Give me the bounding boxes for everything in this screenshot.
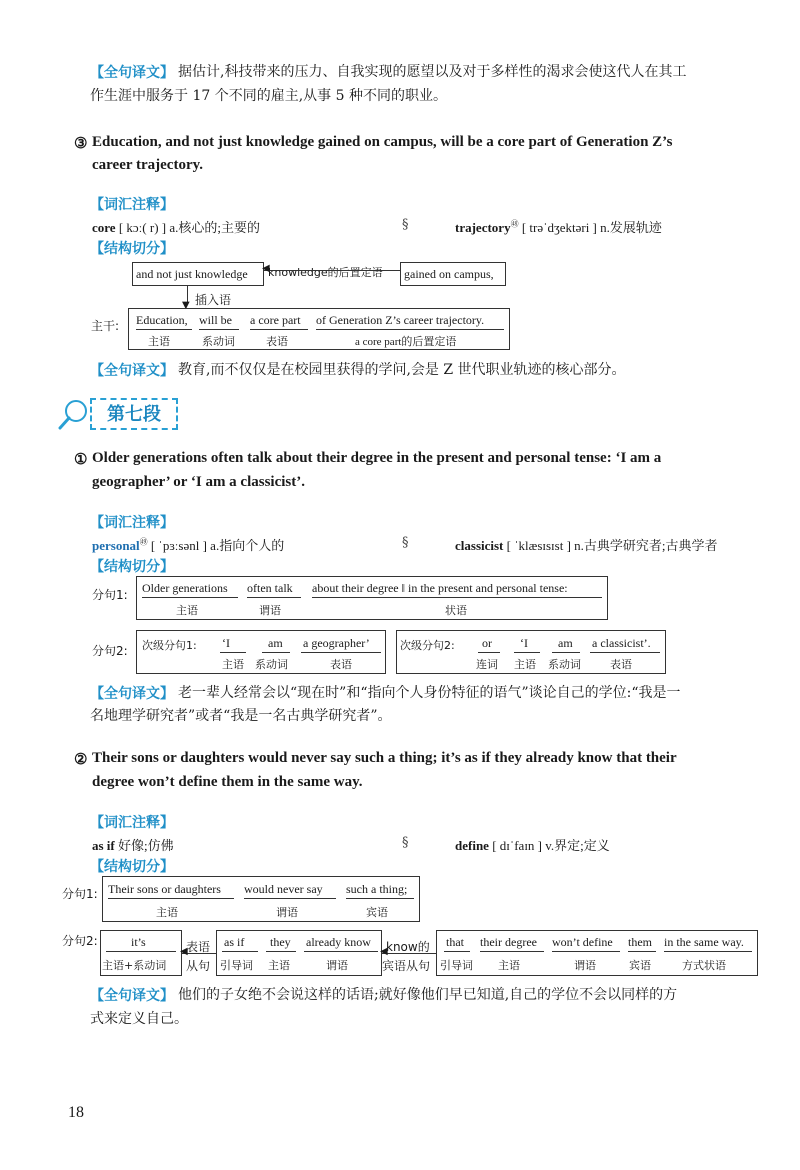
vocab-entry: personal$^㊾$ [ ˈpɜːsənl ] a.指向个人的 <box>92 537 285 553</box>
role-label: 表语 <box>330 658 352 671</box>
translation-text: 作生涯中服务于 17 个不同的雇主,从事 5 种不同的职业。 <box>90 88 447 104</box>
role-label: 状语 <box>445 604 467 617</box>
role-label: 主语 <box>176 604 198 617</box>
translation-text: 据估计,科技带来的压力、自我实现的愿望以及对于多样性的渴求会使这代人在其工 <box>178 64 687 80</box>
sentence-text: Education, and not just knowledge gained on campus, will be a core part of Generation Z’s <box>92 134 673 150</box>
role-label: 主语+系动词 <box>102 959 167 972</box>
role-label: 表语 <box>610 658 632 671</box>
vocab-notes-label: 【词汇注释】 <box>90 515 174 531</box>
role-label: 谓语 <box>574 959 596 972</box>
clause-prefix: 分句2: <box>92 644 128 658</box>
link-label: 宾语从句 <box>382 959 431 973</box>
modifier-label: knowledge的后置定语 <box>268 266 383 279</box>
link-label: 表语 <box>186 940 211 954</box>
role-label: 宾语 <box>629 959 651 972</box>
word: won’t define <box>552 935 613 949</box>
word: it’s <box>131 935 146 949</box>
word: am <box>268 636 283 650</box>
word: in the same way. <box>664 935 744 949</box>
insert-label: 插入语 <box>195 293 232 307</box>
translation-text: 老一辈人经常会以“现在时”和“指向个人身份特征的语气”谈论自己的学位:“我是一 <box>178 685 681 701</box>
separator: § <box>402 217 409 232</box>
translation-text: 教育,而不仅仅是在校园里获得的学问,会是 Z 世代职业轨迹的核心部分。 <box>178 362 626 378</box>
separator: § <box>402 535 409 550</box>
vocab-notes-label: 【词汇注释】 <box>90 815 174 831</box>
insert-box: and not just knowledge <box>132 262 264 286</box>
role-label: 谓语 <box>259 604 281 617</box>
sentence-text: career trajectory. <box>92 157 204 173</box>
role-label: 连词 <box>476 658 498 671</box>
role-label: a core part的后置定语 <box>355 336 457 348</box>
sentence-number: ③ <box>74 136 88 152</box>
word: a geographer’ <box>303 636 370 650</box>
role-label: 主语 <box>498 959 520 972</box>
clause-prefix: 分句1: <box>92 588 128 602</box>
role-label: 主语 <box>148 335 170 348</box>
arrow-left-icon: ◀ <box>262 263 270 274</box>
role-label: 谓语 <box>276 906 298 919</box>
word: would never say <box>244 882 323 896</box>
structure-split-label: 【结构切分】 <box>90 241 174 257</box>
role-label: 主语 <box>222 658 244 671</box>
sentence-text: geographer’ or ‘I am a classicist’. <box>92 474 306 490</box>
word: Older generations <box>142 581 228 595</box>
word: they <box>270 935 291 949</box>
word: as if <box>224 935 245 949</box>
full-translation-label: 【全句译文】 <box>90 988 174 1004</box>
role-label: 系动词 <box>202 335 235 348</box>
word: often talk <box>247 581 293 595</box>
full-translation-label: 【全句译文】 <box>90 686 174 702</box>
structure-split-label: 【结构切分】 <box>90 859 174 875</box>
sentence-text: Their sons or daughters would never say such a thing; it’s as if they already know that their <box>92 750 677 766</box>
full-translation-label: 【全句译文】 <box>90 65 174 81</box>
word: ‘I <box>222 636 230 650</box>
translation-text: 他们的子女绝不会说这样的话语;就好像他们早已知道,自己的学位不会以同样的方 <box>178 987 678 1003</box>
word: or <box>482 636 492 650</box>
vocab-notes-label: 【词汇注释】 <box>90 197 174 213</box>
subclause-prefix: 次级分句1: <box>142 639 197 652</box>
word: about their degree ‖ in the present and personal tense: <box>312 581 568 595</box>
role-label: 系动词 <box>548 658 581 671</box>
word: Their sons or daughters <box>108 882 221 896</box>
role-label: 主语 <box>156 906 178 919</box>
full-translation-label: 【全句译文】 <box>90 363 174 379</box>
translation-text: 名地理学研究者”或者“我是一名古典学研究者”。 <box>90 708 392 724</box>
word: their degree <box>480 935 537 949</box>
word: a classicist’. <box>592 636 651 650</box>
section-title: 第七段 <box>90 398 178 430</box>
connector-line <box>382 953 436 954</box>
sentence-text: degree won’t define them in the same way. <box>92 774 363 790</box>
sentence-number: ② <box>74 752 88 768</box>
vocab-entry: core [ kɔː( r) ] a.核心的;主要的 <box>92 220 260 235</box>
arrow-left-icon: ◀ <box>180 946 188 957</box>
role-label: 主语 <box>268 959 290 972</box>
word: am <box>558 636 573 650</box>
link-label: 从句 <box>186 959 211 973</box>
clause-prefix: 分句1: <box>62 887 98 901</box>
role-label: 引导词 <box>220 959 253 972</box>
vocab-entry: classicist [ ˈklæsɪsɪst ] n.古典学研究者;古典学者 <box>455 538 718 553</box>
vocab-entry: define [ dɪˈfaɪn ] v.界定;定义 <box>455 838 610 853</box>
word: a core part <box>250 313 301 327</box>
main-prefix: 主干: <box>91 319 120 333</box>
word: such a thing; <box>346 882 408 896</box>
magnifier-icon <box>58 398 90 432</box>
separator: § <box>402 835 409 850</box>
word: will be <box>199 313 232 327</box>
subclause-prefix: 次级分句2: <box>400 639 455 652</box>
role-label: 谓语 <box>326 959 348 972</box>
role-label: 主语 <box>514 658 536 671</box>
link-label: know的 <box>386 940 430 954</box>
role-label: 系动词 <box>255 658 288 671</box>
vocab-entry: trajectory$^㊽$ [ trəˈdʒektəri ] n.发展轨迹 <box>455 219 662 235</box>
page-number: 18 <box>68 1104 84 1121</box>
word: that <box>446 935 464 949</box>
connector-line <box>264 270 400 271</box>
role-label: 引导词 <box>440 959 473 972</box>
structure-split-label: 【结构切分】 <box>90 559 174 575</box>
arrow-left-icon: ◀ <box>380 946 388 957</box>
clause-prefix: 分句2: <box>62 934 98 948</box>
word: them <box>628 935 652 949</box>
role-label: 方式状语 <box>682 959 726 972</box>
sentence-text: Older generations often talk about their degree in the present and personal tense: ‘I am a <box>92 450 662 466</box>
word: ‘I <box>520 636 528 650</box>
role-label: 表语 <box>266 335 288 348</box>
sentence-number: ① <box>74 452 88 468</box>
word: of Generation Z’s career trajectory. <box>316 313 485 327</box>
vocab-entry: as if 好像;仿佛 <box>92 838 174 853</box>
word: Education, <box>136 313 188 327</box>
insert-box: gained on campus, <box>400 262 506 286</box>
arrow-down-icon: ▼ <box>182 300 190 311</box>
word: already know <box>306 935 371 949</box>
translation-text: 式来定义自己。 <box>90 1011 188 1027</box>
role-label: 宾语 <box>366 906 388 919</box>
